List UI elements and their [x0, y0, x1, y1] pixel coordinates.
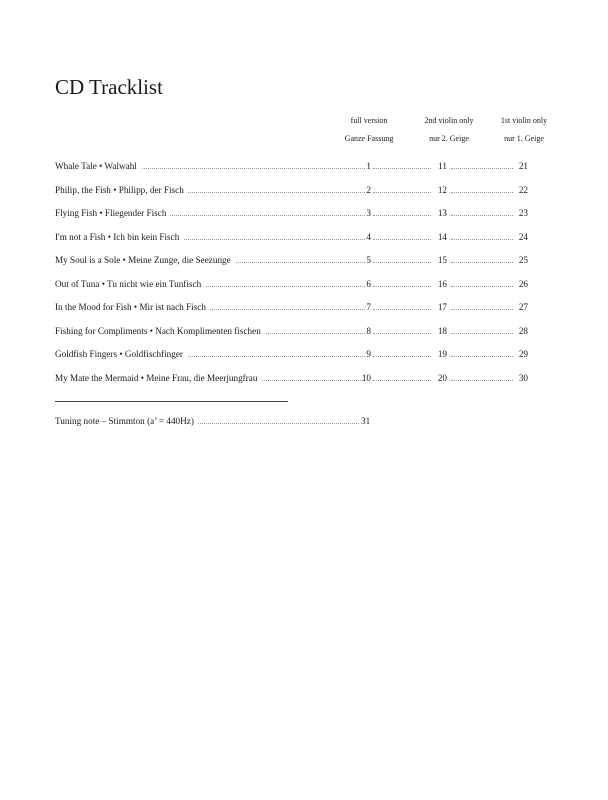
track-number-full: 7 — [366, 302, 371, 313]
column-header-full-version — [330, 116, 408, 144]
dot-leader — [451, 333, 513, 334]
dot-leader — [451, 168, 513, 169]
dot-leader — [451, 262, 513, 263]
track-number-full: 2 — [366, 184, 371, 195]
dot-leader — [373, 333, 431, 334]
column-label: 2nd violin only — [424, 116, 474, 125]
track-number-1st-violin: 29 — [518, 349, 528, 360]
column-sublabel: nur 1. Geige — [504, 134, 544, 143]
track-title: Flying Fish • Fliegender Fisch — [55, 208, 170, 218]
tuning-note-label: Tuning note – Stimmton (a’ = 440Hz) — [55, 415, 198, 427]
track-title-cell — [55, 207, 365, 219]
track-row — [55, 325, 530, 349]
column-header-1st-violin — [485, 116, 563, 144]
track-number-full: 9 — [366, 349, 371, 360]
track-row — [55, 254, 530, 278]
track-number-1st-violin: 25 — [518, 255, 528, 266]
track-number-2nd-violin: 20 — [437, 372, 447, 383]
track-number-2nd-violin: 14 — [437, 231, 447, 242]
track-number-1st-violin: 22 — [518, 184, 528, 195]
track-number-1st-violin: 26 — [518, 278, 528, 289]
track-title-cell — [55, 325, 365, 337]
track-title: My Soul is a Sole • Meine Zunge, die Seezunge — [55, 255, 235, 265]
track-number-full: 5 — [366, 255, 371, 266]
track-title: Whale Tale • Walwahl — [55, 161, 141, 171]
track-title: Fishing for Compliments • Nach Komplimenten fischen — [55, 326, 265, 336]
dot-leader — [373, 356, 431, 357]
dot-leader — [451, 192, 513, 193]
dot-leader — [373, 239, 431, 240]
track-title-cell — [55, 184, 365, 196]
track-title-cell — [55, 372, 365, 384]
track-title-cell — [55, 231, 365, 243]
track-number-1st-violin: 28 — [518, 325, 528, 336]
track-title-cell — [55, 160, 365, 172]
track-title: Philip, the Fish • Philipp, der Fisch — [55, 185, 188, 195]
track-number-2nd-violin: 18 — [437, 325, 447, 336]
dot-leader — [373, 215, 431, 216]
column-header-2nd-violin — [410, 116, 488, 144]
dot-leader — [373, 380, 431, 381]
section-divider — [55, 401, 288, 402]
track-number-full: 6 — [366, 278, 371, 289]
dot-leader — [451, 239, 513, 240]
dot-leader — [451, 356, 513, 357]
track-row — [55, 231, 530, 255]
track-title: Out of Tuna • Tu nicht wie ein Tunfisch — [55, 279, 205, 289]
track-row — [55, 207, 530, 231]
dot-leader — [373, 286, 431, 287]
track-row — [55, 184, 530, 208]
dot-leader — [373, 168, 431, 169]
track-number-full: 4 — [366, 231, 371, 242]
track-row — [55, 372, 530, 396]
track-number-2nd-violin: 16 — [437, 278, 447, 289]
dot-leader — [451, 309, 513, 310]
track-number-2nd-violin: 11 — [438, 161, 447, 171]
column-label: 1st violin only — [500, 116, 548, 125]
track-number-full: 1 — [366, 161, 371, 171]
column-sublabel: nur 2. Geige — [429, 134, 469, 143]
track-title-cell — [55, 278, 365, 290]
track-title: My Mate the Mermaid • Meine Frau, die Meerjungfrau — [55, 373, 261, 383]
dot-leader — [373, 192, 431, 193]
track-number-full: 8 — [366, 325, 371, 336]
track-number-1st-violin: 24 — [518, 231, 528, 242]
track-number-1st-violin: 30 — [518, 372, 528, 383]
column-label: full version — [350, 116, 388, 125]
track-title-cell — [55, 348, 365, 360]
track-number-full: 3 — [366, 208, 371, 219]
dot-leader — [451, 286, 513, 287]
tuning-note-row — [55, 415, 375, 429]
track-number-1st-violin: 21 — [518, 161, 528, 171]
dot-leader — [373, 262, 431, 263]
track-number-2nd-violin: 12 — [437, 184, 447, 195]
track-number-1st-violin: 23 — [518, 208, 528, 219]
track-title-cell — [55, 301, 365, 313]
track-row — [55, 301, 530, 325]
track-number-1st-violin: 27 — [518, 302, 528, 313]
dot-leader — [451, 380, 513, 381]
track-number-2nd-violin: 15 — [437, 255, 447, 266]
dot-leader — [373, 309, 431, 310]
track-number-full: 10 — [361, 372, 371, 383]
track-number-2nd-violin: 13 — [437, 208, 447, 219]
column-sublabel: Ganze Fassung — [344, 134, 394, 143]
track-row — [55, 278, 530, 302]
tuning-note-track-number: 31 — [361, 416, 371, 426]
track-list — [55, 160, 530, 395]
track-title: In the Mood for Fish • Mir ist nach Fisch — [55, 302, 210, 312]
track-number-2nd-violin: 19 — [437, 349, 447, 360]
track-row — [55, 160, 530, 184]
track-title: I'm not a Fish • Ich bin kein Fisch — [55, 232, 183, 242]
track-title: Goldfish Fingers • Goldfischfinger — [55, 349, 187, 359]
track-number-2nd-violin: 17 — [437, 302, 447, 313]
dot-leader — [451, 215, 513, 216]
page-title: CD Tracklist — [55, 75, 163, 99]
track-title-cell — [55, 254, 365, 266]
track-row — [55, 348, 530, 372]
